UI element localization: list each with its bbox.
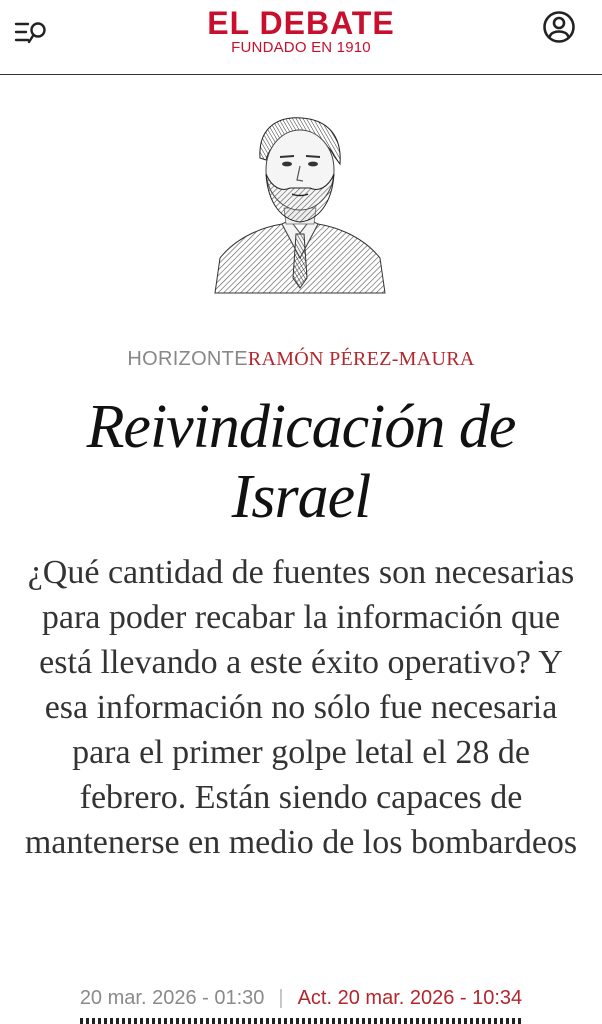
user-account-button[interactable] — [542, 10, 576, 44]
logo-subtitle: FUNDADO EN 1910 — [231, 39, 371, 56]
section-label[interactable]: HORIZONTE — [127, 348, 248, 370]
article-lead: ¿Qué cantidad de fuentes son necesarias para poder recabar la información que está llevando a este éxito operativo? Y esa información no sólo fue necesaria para el primer golpe letal el 28 de febrero. Están siendo capaces de mantenerse en medio de los bombardeos — [24, 554, 578, 861]
article-kicker — [0, 345, 602, 372]
article-dates — [0, 984, 602, 1012]
user-account-icon — [542, 10, 576, 44]
author-portrait — [210, 108, 390, 298]
site-header — [0, 0, 602, 75]
site-logo[interactable] — [0, 6, 602, 56]
article-headline: Reivindicación de Israel — [86, 393, 516, 531]
published-date: 20 mar. 2026 - 01:30 — [79, 987, 265, 1009]
updated-date: Act. 20 mar. 2026 - 10:34 — [297, 987, 523, 1009]
date-separator: | — [278, 987, 284, 1009]
logo-title: EL DEBATE — [207, 5, 395, 41]
author-name[interactable]: RAMÓN PÉREZ-MAURA — [247, 348, 475, 370]
cut-off-content — [80, 1018, 522, 1024]
